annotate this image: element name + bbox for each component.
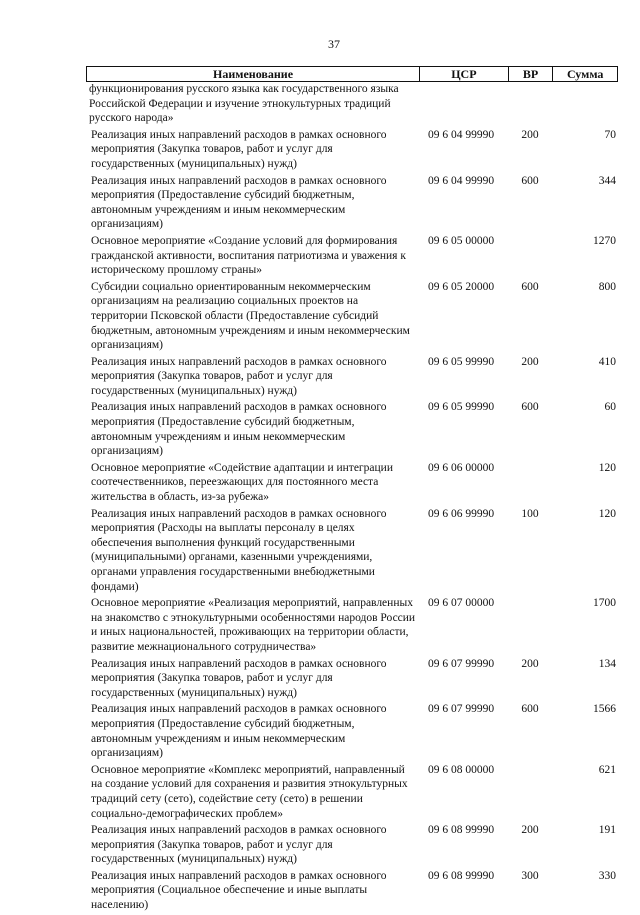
page-number: 37 <box>328 37 340 51</box>
row-name-cell: Реализация иных направлений расходов в рамках основного мероприятия (Предоставление субсидий бюджетным, автономным учреждениям и иным некоммерческим организациям) <box>91 703 387 760</box>
row-sum-cell: 120 <box>598 461 616 474</box>
row-sum-cell <box>552 82 616 126</box>
budget-table <box>86 66 618 915</box>
table-row <box>86 280 618 353</box>
row-name-cell: Реализация иных направлений расходов в рамках основного мероприятия (Закупка товаров, работ и услуг для государственных (муниципальных) нужд) <box>91 657 387 699</box>
row-name-cell: Реализация иных направлений расходов в рамках основного мероприятия (Закупка товаров, работ и услуг для государственных (муниципальных) нужд) <box>91 355 387 397</box>
row-name-cell: Основное мероприятие «Комплекс мероприятий, направленный на создание условий для сохранения и развития этнокультурных традиций сету (сето), содействие сету (сето) в решении социально-демографических проблем» <box>91 763 408 820</box>
row-csr-cell: 09 6 04 99990 <box>428 128 495 141</box>
row-sum-cell: 621 <box>598 763 616 776</box>
table-row <box>86 82 618 126</box>
table-row <box>86 355 618 399</box>
table-row <box>86 596 618 654</box>
table-row <box>86 174 618 232</box>
row-vr-cell: 600 <box>521 703 539 716</box>
row-vr-cell: 200 <box>521 355 539 368</box>
row-name-cell: Основное мероприятие «Реализация мероприятий, направленных на знакомство с этнокультурными особенностями народов России и иных национальностей, проживающих на территории области, развитие межнационального сотрудничества» <box>91 597 416 653</box>
row-csr-cell: 09 6 08 99990 <box>428 869 495 882</box>
row-sum-cell: 1270 <box>593 234 616 247</box>
row-name-cell: Реализация иных направлений расходов в рамках основного мероприятия (Предоставление субсидий бюджетным, автономным учреждениям и иным некоммерческим организациям) <box>91 401 387 458</box>
row-csr-cell: 09 6 08 00000 <box>428 763 495 776</box>
row-sum-cell: 1700 <box>593 597 616 610</box>
row-csr-cell: 09 6 07 99990 <box>428 657 495 670</box>
table-row <box>86 507 618 595</box>
row-csr-cell <box>420 82 508 126</box>
table-row <box>86 657 618 701</box>
row-csr-cell: 09 6 06 99990 <box>428 507 495 520</box>
row-sum-cell: 410 <box>598 355 616 368</box>
row-vr-cell: 200 <box>521 657 539 670</box>
row-csr-cell: 09 6 05 99990 <box>428 401 495 414</box>
row-sum-cell: 70 <box>604 128 616 141</box>
row-vr-cell: 200 <box>521 128 539 141</box>
row-csr-cell: 09 6 05 00000 <box>428 234 495 247</box>
row-csr-cell: 09 6 05 99990 <box>428 355 495 368</box>
table-row <box>86 461 618 505</box>
row-vr-cell: 200 <box>521 824 539 837</box>
row-sum-cell: 1566 <box>593 703 616 716</box>
row-vr-cell <box>508 234 552 278</box>
row-vr-cell: 600 <box>521 174 539 187</box>
row-name-cell: Реализация иных направлений расходов в рамках основного мероприятия (Расходы на выплаты персоналу в целях обеспечения выполнения функций государственными (муниципальными) органами, казенными учреждениями, органами управления государственными внебюджетными фондами) <box>91 507 387 593</box>
row-name-cell: Основное мероприятие «Содействие адаптации и интеграции соотечественников, переезжающих для постоянного места жительства в область, из-за рубежа» <box>91 461 393 504</box>
row-vr-cell: 600 <box>521 401 539 414</box>
row-csr-cell: 09 6 05 20000 <box>428 280 495 293</box>
row-vr-cell <box>508 82 552 126</box>
table-row <box>86 128 618 172</box>
row-name-cell: Реализация иных направлений расходов в рамках основного мероприятия (Предоставление субсидий бюджетным, автономным учреждениям и иным некоммерческим организациям) <box>91 174 387 231</box>
row-vr-cell: 600 <box>521 280 539 293</box>
row-vr-cell: 300 <box>521 869 539 882</box>
table-row <box>86 234 618 278</box>
row-csr-cell: 09 6 04 99990 <box>428 174 495 187</box>
header-vr: ВР <box>509 67 554 81</box>
row-name-cell: Субсидии социально ориентированным некоммерческим организациям на реализацию социальных проектов на территории Псковской области (Предоставление субсидий бюджетным, автономным учреждениям и иным некоммерческим организациям) <box>91 280 410 352</box>
row-sum-cell: 330 <box>598 869 616 882</box>
row-name-cell: функционирования русского языка как государственного языка Российской Федерации и изучение этнокультурных традиций русского народа» <box>89 83 399 125</box>
row-sum-cell: 134 <box>598 657 616 670</box>
table-row <box>86 400 618 458</box>
table-body <box>86 82 618 913</box>
row-name-cell: Реализация иных направлений расходов в рамках основного мероприятия (Закупка товаров, работ и услуг для государственных (муниципальных) нужд) <box>91 128 387 170</box>
row-csr-cell: 09 6 07 99990 <box>428 703 495 716</box>
table-row <box>86 823 618 867</box>
row-vr-cell <box>508 596 552 654</box>
row-csr-cell: 09 6 07 00000 <box>428 597 495 610</box>
header-csr: ЦСР <box>420 67 509 81</box>
row-vr-cell <box>508 763 552 821</box>
table-header <box>86 66 618 82</box>
row-name-cell: Реализация иных направлений расходов в рамках основного мероприятия (Социальное обеспечение и иные выплаты населению) <box>91 869 387 912</box>
row-sum-cell: 344 <box>598 174 616 187</box>
row-sum-cell: 800 <box>598 280 616 293</box>
row-vr-cell <box>508 461 552 505</box>
header-sum: Сумма <box>566 67 604 81</box>
row-sum-cell: 191 <box>598 824 616 837</box>
header-name: Наименование <box>87 67 420 81</box>
row-csr-cell: 09 6 08 99990 <box>428 824 495 837</box>
table-row <box>86 702 618 760</box>
row-sum-cell: 60 <box>604 401 616 414</box>
table-row <box>86 869 618 913</box>
row-csr-cell: 09 6 06 00000 <box>428 461 495 474</box>
row-vr-cell: 100 <box>521 507 539 520</box>
row-name-cell: Реализация иных направлений расходов в рамках основного мероприятия (Закупка товаров, работ и услуг для государственных (муниципальных) нужд) <box>91 824 387 866</box>
row-sum-cell: 120 <box>598 507 616 520</box>
table-row <box>86 763 618 821</box>
row-name-cell: Основное мероприятие «Создание условий для формирования гражданской активности, воспитания патриотизма и уважения к историческому прошлому страны» <box>91 234 406 277</box>
